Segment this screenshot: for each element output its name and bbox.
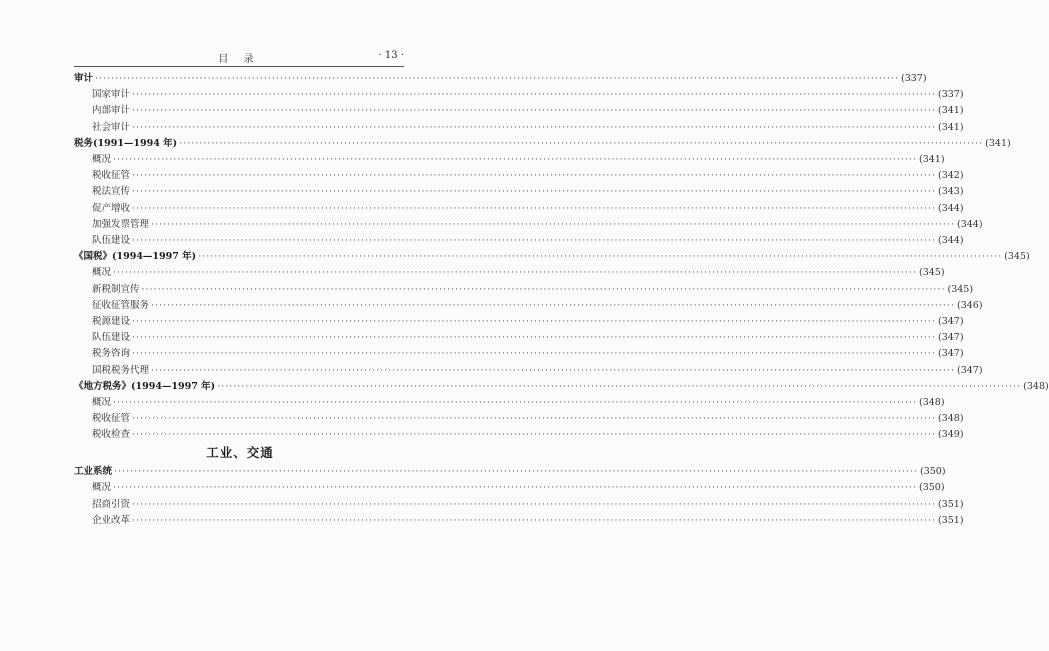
toc-entry — [92, 201, 964, 217]
toc-entry-label: 税收征管 — [92, 170, 131, 182]
toc-entry-page: (348) — [937, 413, 964, 425]
toc-entry-label: 概况 — [92, 397, 112, 408]
toc-entry-page: (341) — [918, 154, 945, 165]
toc-entry-page: (337) — [900, 73, 927, 84]
toc-entry-page: (351) — [937, 498, 964, 510]
toc-leader-dots: ········································································································································································································ — [113, 397, 917, 408]
toc-leader-dots: ········································································································································································································ — [141, 283, 946, 295]
toc-entry — [92, 217, 983, 233]
toc-entry — [92, 411, 964, 427]
toc-entry — [92, 87, 964, 103]
toc-entry-label: 概况 — [92, 154, 112, 165]
toc-entry — [92, 395, 945, 411]
toc-entry-label: 概况 — [92, 267, 112, 279]
toc-leader-dots: ········································································································································································································ — [132, 202, 936, 214]
toc-entry-page: (341) — [985, 137, 1011, 149]
toc-entry-page: (337) — [937, 89, 964, 101]
toc-leader-dots: ········································································································································································································ — [132, 235, 936, 246]
page-header — [74, 50, 404, 66]
toc-entry — [92, 346, 964, 362]
toc-entry — [74, 249, 1030, 265]
toc-entry-label: 概况 — [92, 482, 112, 494]
toc-entry-page: (343) — [937, 186, 964, 198]
toc-entry — [74, 464, 946, 480]
toc-entry-page: (345) — [1004, 251, 1030, 263]
toc-entry — [92, 265, 945, 281]
toc-leader-dots: ········································································································································································································ — [113, 482, 917, 494]
toc-entry-label: 企业改革 — [92, 514, 131, 526]
toc-leader-dots: ········································································································································································································ — [132, 413, 936, 425]
toc-entry-page: (341) — [937, 121, 964, 133]
toc-leader-dots: ········································································································································································································ — [217, 380, 1022, 392]
toc-entry-label: 国家审计 — [92, 89, 131, 101]
toc-entry — [92, 298, 983, 314]
toc-leader-dots: ········································································································································································································ — [198, 251, 1003, 263]
toc-entry — [92, 314, 964, 330]
toc-entry-label: 税务(1991—1994 年) — [74, 137, 178, 149]
toc-entry — [92, 184, 964, 200]
toc-entry-page: (347) — [937, 332, 964, 344]
toc-entry — [92, 168, 964, 184]
toc-entry-page: (344) — [956, 218, 983, 230]
toc-leader-dots: ········································································································································································································ — [132, 332, 936, 344]
toc-entry-page: (347) — [956, 364, 983, 376]
toc-leader-dots: ········································································································································································································ — [113, 154, 917, 165]
toc-entry-page: (349) — [937, 429, 964, 441]
toc-leader-dots: ········································································································································································································ — [132, 316, 936, 327]
toc-entry — [92, 330, 964, 346]
toc-entry-label: 税法宣传 — [92, 186, 131, 198]
toc-entry-label: 税源建设 — [92, 316, 131, 327]
toc-entry-page: (342) — [937, 170, 964, 182]
toc-entry-page: (348) — [1023, 380, 1049, 392]
toc-entry — [74, 71, 927, 87]
section-title: 工业、交通 — [206, 445, 274, 460]
toc-entry — [74, 379, 1049, 395]
toc-leader-dots: ········································································································································································································ — [132, 170, 936, 182]
toc-entry-page: (347) — [937, 348, 964, 360]
toc-entry — [92, 480, 945, 496]
toc-entry-label: 税务咨询 — [92, 348, 131, 360]
toc-entry-label: 工业系统 — [74, 466, 113, 477]
toc-entry-label: 国税税务代理 — [92, 364, 150, 376]
toc-leader-dots: ········································································································································································································ — [113, 267, 917, 279]
toc-entry-label: 队伍建设 — [92, 332, 131, 344]
toc-entry — [74, 136, 1011, 152]
toc-entry-label: 征收征管服务 — [92, 299, 150, 311]
toc-entry-label: 税收检查 — [92, 429, 131, 441]
header-title: 目 录 — [218, 54, 260, 65]
toc-entry — [92, 363, 983, 379]
toc-leader-dots: ········································································································································································································ — [132, 348, 936, 360]
toc-leader-dots: ········································································································································································································ — [132, 429, 936, 441]
toc-entry-label: 内部审计 — [92, 105, 131, 117]
toc-leader-dots: ········································································································································································································ — [132, 121, 936, 133]
toc-entry-label: 《国税》(1994—1997 年) — [74, 251, 197, 263]
toc-leader-dots: ········································································································································································································ — [179, 137, 984, 149]
toc-entry-page: (345) — [918, 267, 945, 279]
toc-entry-label: 审计 — [74, 73, 94, 84]
toc-entry — [92, 497, 964, 513]
toc-entry-label: 新税制宣传 — [92, 283, 140, 295]
toc-entry — [92, 233, 964, 249]
toc-entry — [92, 427, 964, 443]
toc-entry-page: (344) — [937, 202, 964, 214]
toc-entry-label: 社会审计 — [92, 121, 131, 133]
toc-entry — [92, 152, 945, 168]
toc-leader-dots: ········································································································································································································ — [132, 514, 936, 526]
toc-entry-page: (351) — [937, 514, 964, 526]
toc-leader-dots: ········································································································································································································ — [132, 186, 936, 198]
toc-entry-label: 加强发票管理 — [92, 218, 150, 230]
toc-leader-dots: ········································································································································································································ — [151, 299, 955, 311]
toc-entry-page: (348) — [918, 397, 945, 408]
toc-entry-page: (344) — [937, 235, 964, 246]
toc-entry-label: 《地方税务》(1994—1997 年) — [74, 380, 216, 392]
toc-entry-page: (341) — [937, 105, 964, 117]
toc-entry-page: (350) — [919, 466, 946, 477]
toc-entry-label: 促产增收 — [92, 202, 131, 214]
toc-leader-dots: ········································································································································································································ — [95, 73, 899, 84]
toc-leader-dots: ········································································································································································································ — [151, 364, 955, 376]
toc-entry-page: (350) — [918, 482, 945, 494]
toc-entry-page: (345) — [947, 283, 974, 295]
toc-leader-dots: ········································································································································································································ — [132, 105, 936, 117]
toc-entry — [92, 120, 964, 136]
header-page-number: · 13 · — [378, 50, 404, 61]
toc-leader-dots: ········································································································································································································ — [151, 218, 955, 230]
toc-leader-dots: ········································································································································································································ — [132, 498, 936, 510]
toc-entry-page: (347) — [937, 316, 964, 327]
toc-leader-dots: ········································································································································································································ — [114, 466, 918, 477]
toc-entry-label: 税收征管 — [92, 413, 131, 425]
toc-entry — [92, 513, 964, 529]
toc-entry-label: 招商引资 — [92, 498, 131, 510]
header-rule — [74, 66, 404, 67]
toc-entry-page: (346) — [956, 299, 983, 311]
toc-entry — [92, 103, 964, 119]
toc-entry-label: 队伍建设 — [92, 235, 131, 246]
toc-leader-dots: ········································································································································································································ — [132, 89, 936, 101]
toc-entry — [92, 282, 974, 298]
